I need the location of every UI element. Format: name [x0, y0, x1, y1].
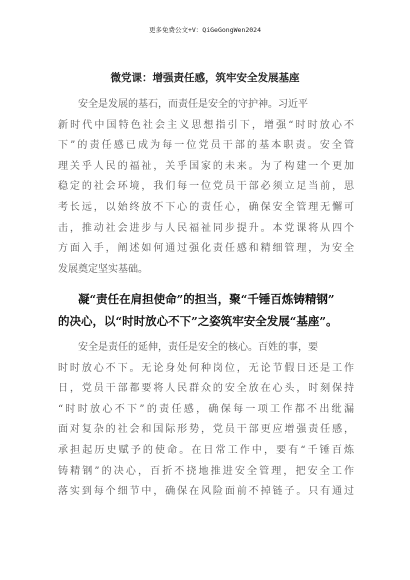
- section-body-paragraph: [58, 338, 354, 503]
- body-line: 日，党员干部都要将人民群众的安全放在心头，时刻保持: [58, 383, 354, 395]
- intro-line: 安全是发展的基石，而责任是安全的守护神。习近平: [78, 99, 308, 110]
- document-title: 微党课：增强责任感，筑牢安全发展基座: [110, 72, 300, 84]
- section-heading-line: 的决心，以“时时放心不下”之姿筑牢安全发展“基座”。: [58, 314, 338, 328]
- page-header-note: 更多免费公文+V：QiGeGongWen2024: [148, 26, 262, 34]
- body-line: 落实到每个细节中，确保在风险面前不掉链子。只有通过: [58, 486, 354, 498]
- body-line: 承担起历史赋予的使命。在日常工作中，要有“千锤百炼: [58, 444, 354, 456]
- body-line: “时时放心不下”的责任感，确保每一项工作都不出纰漏: [58, 403, 354, 415]
- body-line: 安全是责任的延伸，责任是安全的核心。百姓的事，要: [78, 342, 318, 353]
- body-line: 面对复杂的社会和国际形势，党员干部更应增强责任感，: [58, 424, 354, 436]
- intro-line: 考长远，以始终放不下心的责任心，确保安全管理无懈可: [58, 201, 354, 213]
- section-heading-line: 凝“责任在肩担使命”的担当，聚“千锤百炼铸精钢”: [78, 292, 335, 306]
- intro-line: 下”的责任感已成为每一位党员干部的基本职责。安全管: [58, 140, 354, 152]
- intro-line: 新时代中国特色社会主义思想指引下，增强“时时放心不: [58, 119, 354, 131]
- intro-paragraph: [58, 95, 354, 280]
- intro-line: 击，推动社会进步与人民福祉同步提升。本党课将从四个: [58, 222, 354, 234]
- body-line: 铸精钢”的决心，百折不挠地推进安全管理，把安全工作: [58, 465, 354, 477]
- body-line: 时时放心不下。无论身处何种岗位，无论节假日还是工作: [58, 362, 354, 374]
- intro-line: 稳定的社会环境，我们每一位党员干部必须立足当前，思: [58, 181, 354, 193]
- section-heading: [58, 288, 358, 332]
- intro-line: 理关乎人民的福祉，关乎国家的未来。为了构建一个更加: [58, 160, 354, 172]
- intro-line: 发展奠定坚实基础。: [58, 263, 148, 275]
- intro-line: 方面入手，阐述如何通过强化责任感和精细管理，为安全: [58, 243, 354, 255]
